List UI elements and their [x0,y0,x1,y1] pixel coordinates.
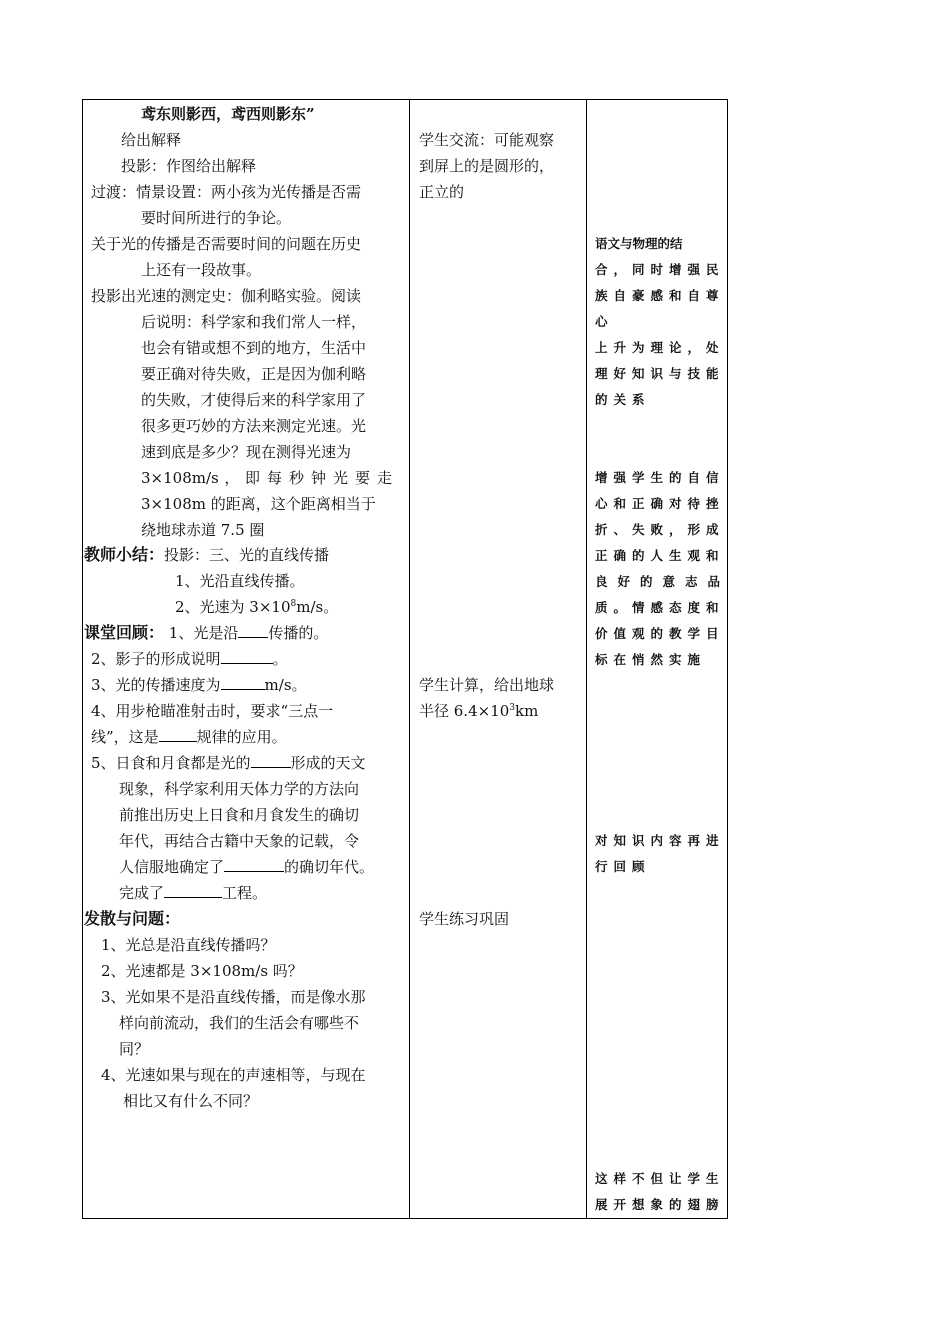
text-fragment: 完成了 [119,884,165,902]
note-line: 理好知识与技能 [595,366,725,381]
text-line: 到屏上的是圆形的， [419,157,555,175]
student-activity-column [410,100,586,1218]
note-line: 心和正确对待挫 [595,496,725,511]
text-fragment: 工程。 [222,884,268,902]
note-line: 心 [595,314,608,329]
text-fragment: km [515,702,539,720]
text-line: 投影出光速的测定史：伽利略实验。阅读 [91,287,362,305]
text-line [91,649,288,669]
text-line [119,883,267,903]
text-line: 现象，科学家利用天体力学的方法向 [119,780,360,798]
text-fragment: 规律的应用。 [196,728,287,746]
note-line: 合，同时增强民 [595,262,725,277]
text-line: 绕地球赤道 7.5 圈 [141,521,265,539]
text-fragment: 人信服地确定了 [119,858,225,876]
note-line: 语文与物理的结 [595,236,683,251]
text-fragment: 3×108m/s [141,469,219,487]
design-intent-column [587,100,731,1218]
text-fragment: m/s。 [264,676,307,694]
text-line: 年代，再结合古籍中天象的记载，令 [119,832,360,850]
text-line: 很多更巧妙的方法来测定光速。光 [141,417,367,435]
text-fragment: 即每秒钟光要走 [244,469,399,487]
fill-blank [221,649,273,664]
text-line: 1、光沿直线传播。 [175,572,305,590]
text-line [84,545,329,565]
note-line: 良好的意志品 [595,574,731,589]
note-line: 上升为理论，处 [595,340,725,355]
section-heading-summary: 教师小结： [84,545,165,564]
text-fragment: 2、光速为 3×10 [175,598,291,616]
note-line: 的关系 [595,392,651,407]
note-line: 这样不但让学生 [595,1171,725,1186]
text-line: 学生交流：可能观察 [419,131,555,149]
teacher-activity-column [83,100,409,1218]
text-line: 3×108m 的距离，这个距离相当于 [141,495,376,513]
text-line: 4、光速如果与现在的声速相等，与现在 [101,1066,366,1084]
text-line [84,623,328,643]
text-line [419,701,538,721]
note-line: 展开想象的翅膀 [595,1197,725,1212]
text-line: 样向前流动，我们的生活会有哪些不 [119,1014,360,1032]
text-fragment: m/s。 [296,598,339,616]
text-line: 投影：作图给出解释 [121,157,257,175]
text-line [119,857,374,877]
text-line: 要时间所进行的争论。 [141,209,292,227]
text-fragment: 。 [272,650,288,668]
fill-blank [238,623,268,638]
note-line: 价值观的教学目 [595,626,725,641]
text-line: 要正确对待失败，正是因为伽利略 [141,365,367,383]
note-line: 正确的人生观和 [595,548,725,563]
text-line: 的失败，才使得后来的科学家用了 [141,391,367,409]
text-line [141,468,399,488]
text-fragment: 半径 6.4×10 [419,702,510,720]
text-line: 正立的 [419,183,465,201]
text-fragment: 5、日食和月食都是光的 [91,754,251,772]
text-line: 速到底是多少？现在测得光速为 [141,443,352,461]
text-fragment: 形成的天文 [290,754,366,772]
text-line [91,727,287,747]
text-fragment: 传播的。 [268,624,329,642]
note-line: 行回顾 [595,859,651,874]
text-line [91,753,366,773]
text-fragment: 1、光是沿 [168,624,239,642]
note-line: 对知识内容再进 [595,833,725,848]
text-line: 4、用步枪瞄准射击时，要求“三点一 [91,702,334,720]
text-line: 也会有错或想不到的地方，生活中 [141,339,367,357]
text-fragment: ， [224,469,240,487]
fill-blank [221,675,265,690]
text-fragment: 的确切年代。 [284,858,375,876]
text-line: 3、光如果不是沿直线传播，而是像水那 [101,988,366,1006]
text-line: 1、光总是沿直线传播吗？ [101,936,276,954]
superscript: 8 [290,599,297,609]
text-line: 相比又有什么不同？ [123,1092,259,1110]
note-line: 族自豪感和自尊 [595,288,725,303]
text-fragment: 投影：三、光的直线传播 [164,546,330,564]
text-line: 给出解释 [121,131,182,149]
text-line: 前推出历史上日食和月食发生的确切 [119,806,360,824]
text-line: 2、光速都是 3×108m/s 吗？ [101,962,303,980]
text-line [175,597,338,617]
text-fragment: 3、光的传播速度为 [91,676,221,694]
note-line: 质。情感态度和 [595,600,725,615]
section-heading-diverge: 发散与问题： [84,909,181,928]
text-line [91,675,307,695]
text-line: 学生计算，给出地球 [419,676,555,694]
text-line: 同？ [119,1040,150,1058]
text-fragment: 线”，这是 [91,728,159,746]
note-line: 折、失败，形成 [595,522,725,537]
text-line: 关于光的传播是否需要时间的问题在历史 [91,235,362,253]
text-line: 鸢东则影西，鸢西则影东” [141,105,315,123]
text-line: 学生练习巩固 [419,910,510,928]
fill-blank [159,727,197,742]
text-fragment: 2、影子的形成说明 [91,650,221,668]
text-line: 过渡：情景设置：两小孩为光传播是否需 [91,183,362,201]
section-heading-review: 课堂回顾： [84,623,165,642]
text-line: 后说明：科学家和我们常人一样， [141,313,367,331]
note-line: 标在悄然实施 [595,652,707,667]
fill-blank [164,883,222,898]
fill-blank [224,857,284,872]
superscript: 3 [509,703,516,713]
lesson-table [82,99,731,1219]
note-line: 增强学生的自信 [595,470,725,485]
fill-blank [251,753,291,768]
text-line: 上还有一段故事。 [141,261,262,279]
